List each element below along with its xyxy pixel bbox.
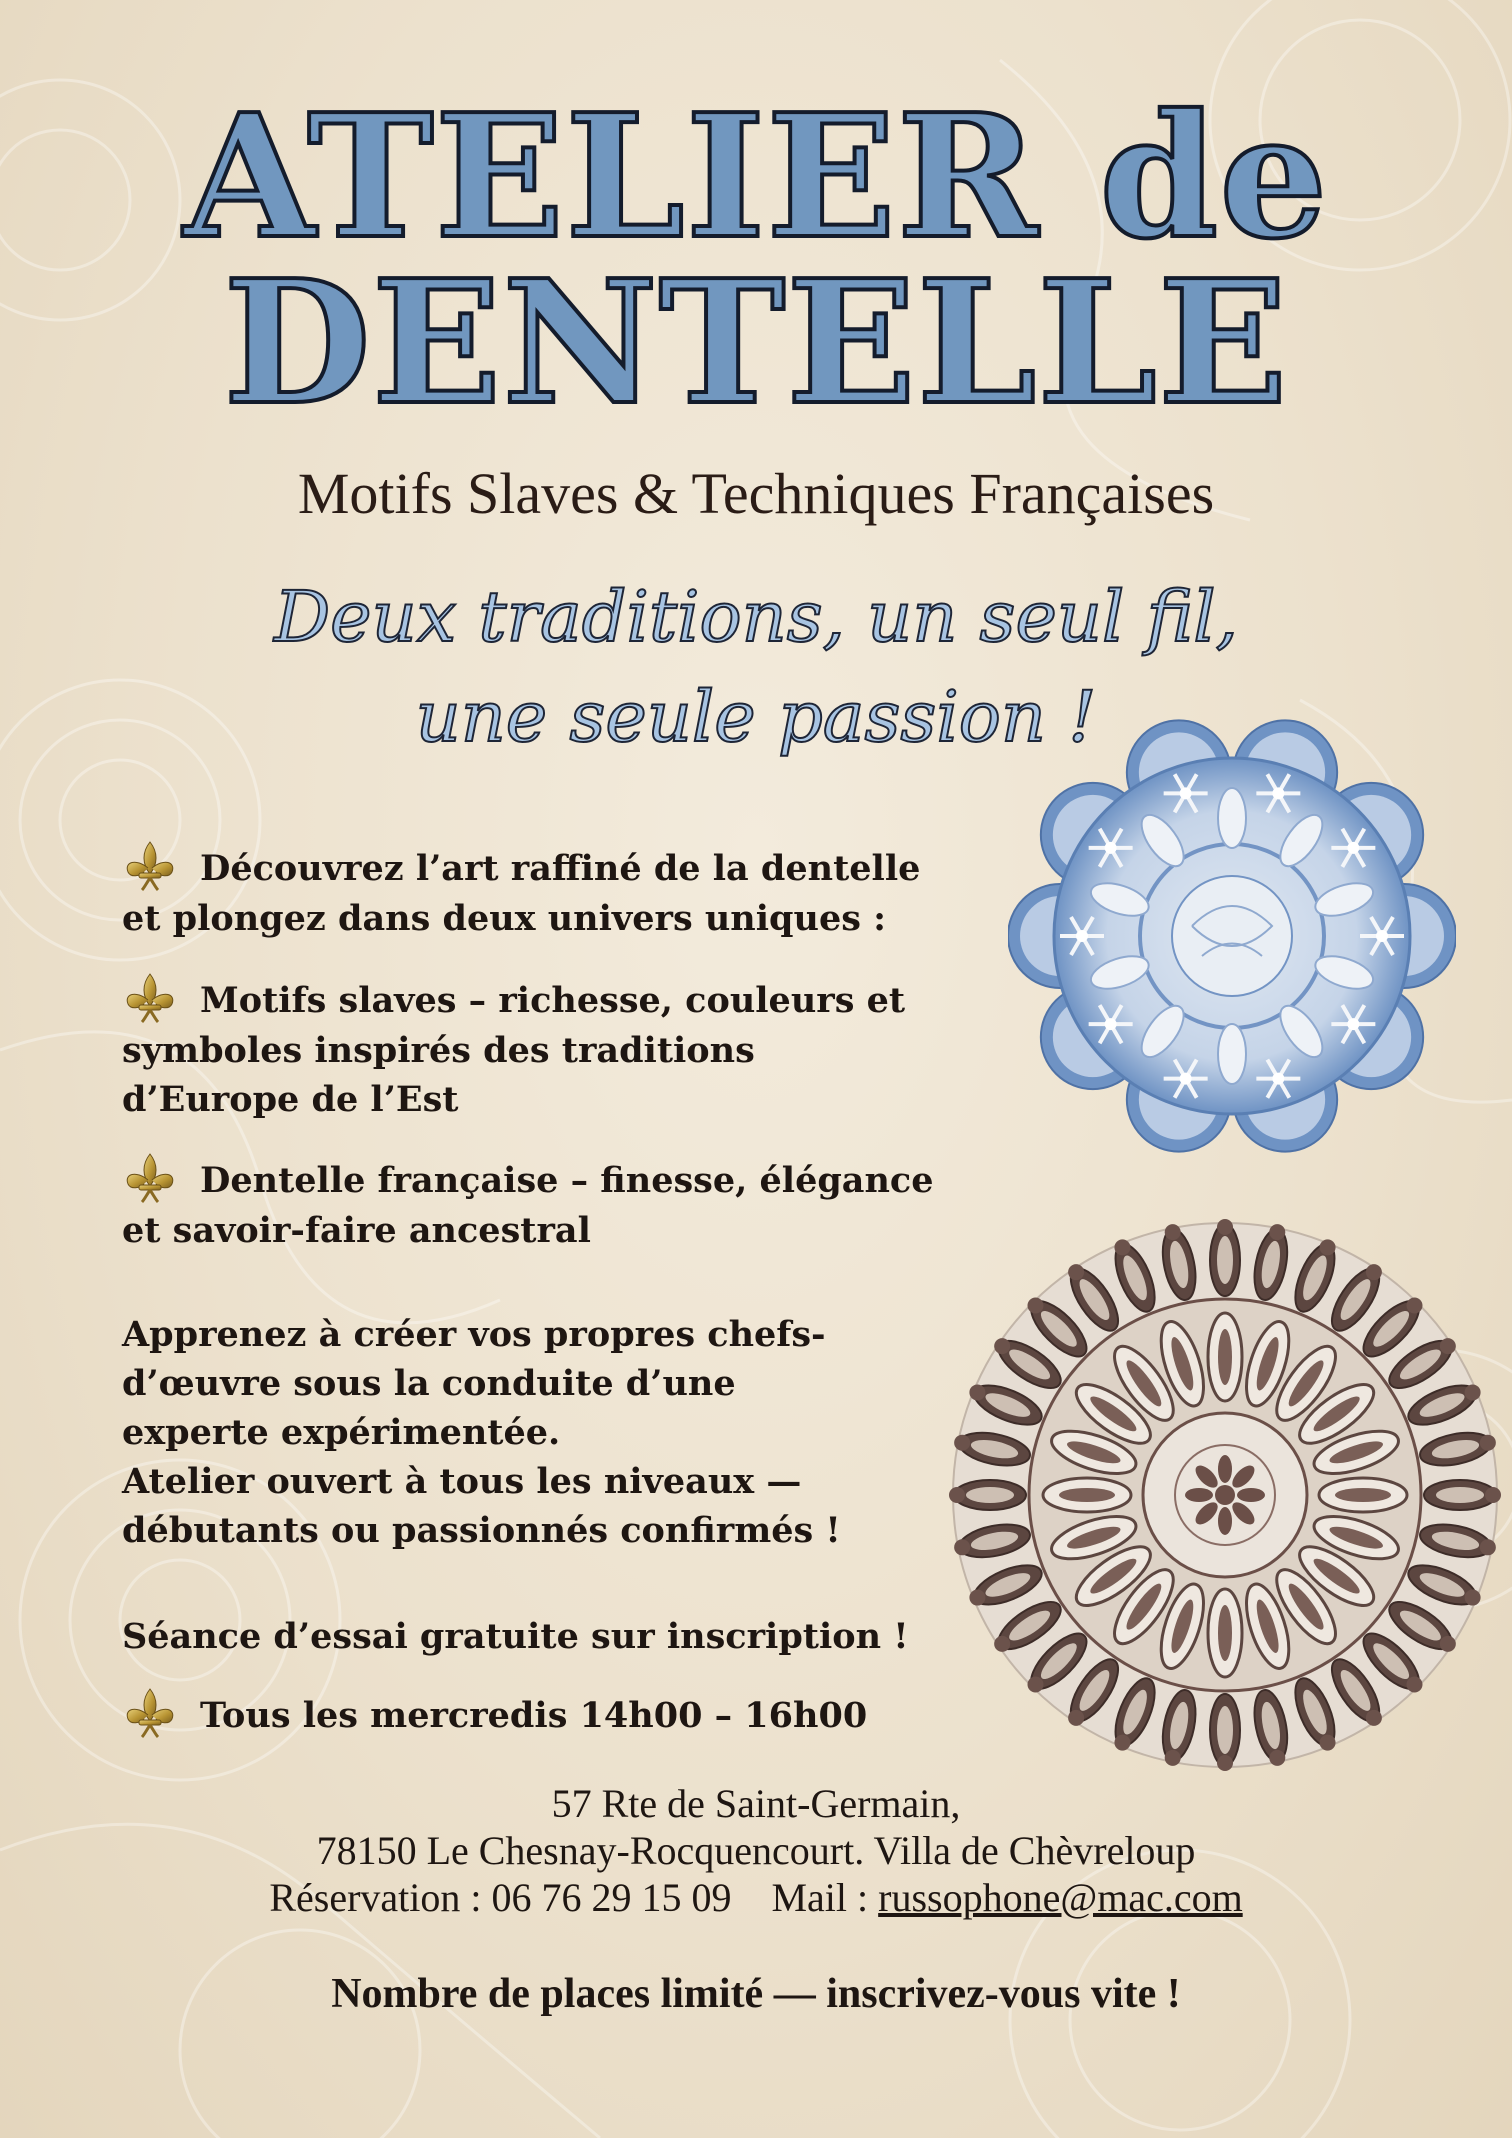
title-line-1: ATELIER de [183,77,1329,277]
mail-label: Mail : [771,1875,869,1920]
email-link[interactable]: russophone@mac.com [878,1875,1243,1920]
fleur-de-lis-icon [122,970,178,1026]
tagline-line-1: Deux traditions, un seul fil, [274,576,1238,658]
fleur-de-lis-icon [122,1150,178,1206]
tagline-line-2: une seule passion ! [415,676,1097,758]
bullet-item-french-lace [122,1150,1002,1255]
paragraph-line: Atelier ouvert à tous les niveaux — [122,1461,802,1502]
bullet-line: Découvrez l’art raffiné de la dentelle [200,848,921,889]
address-line-1: 57 Rte de Saint-Germain, [551,1781,961,1826]
address-line-2: 78150 Le Chesnay-Rocquencourt. Villa de Chèvreloup [316,1828,1196,1873]
title-line-2: DENTELLE [223,243,1289,443]
schedule-item [122,1685,1002,1741]
trial-session-text: Séance d’essai gratuite sur inscription ! [122,1616,909,1657]
bullet-line: et plongez dans deux univers uniques : [122,898,887,939]
contact-line [0,1874,1512,1921]
paragraph-line: d’œuvre sous la conduite d’une [122,1363,736,1404]
bullet-line: symboles inspirés des traditions [122,1030,755,1071]
reservation-phone: Réservation : 06 76 29 15 09 [269,1875,732,1920]
fleur-de-lis-icon [122,838,178,894]
paragraph-line: débutants ou passionnés confirmés ! [122,1510,841,1551]
bullet-line: d’Europe de l’Est [122,1079,459,1120]
blue-lace-doily-image [1008,712,1456,1160]
description-paragraph [122,1310,1002,1555]
bullet-item-discover [122,838,1002,943]
closing-call-to-action: Nombre de places limité — inscrivez-vous vite ! [331,1971,1181,2017]
fleur-de-lis-icon [122,1685,178,1741]
schedule-text: Tous les mercredis 14h00 – 16h00 [200,1695,868,1736]
bullet-line: et savoir-faire ancestral [122,1210,591,1251]
bullet-item-slavic-motifs [122,970,1002,1124]
bullet-line: Motifs slaves – richesse, couleurs et [200,980,906,1021]
paragraph-line: experte expérimentée. [122,1412,561,1453]
subtitle: Motifs Slaves & Techniques Françaises [297,461,1215,526]
paragraph-line: Apprenez à créer vos propres chefs- [122,1314,826,1355]
bullet-line: Dentelle française – finesse, élégance [200,1160,934,1201]
brown-lace-doily-image [945,1215,1505,1775]
